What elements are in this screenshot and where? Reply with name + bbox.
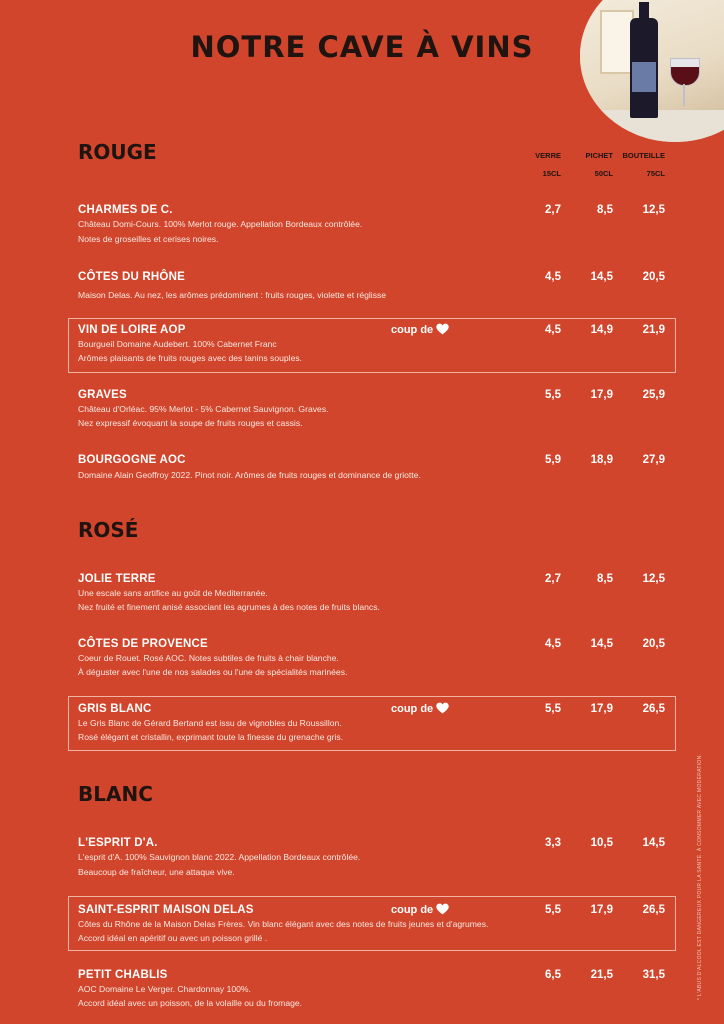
wine-name: VIN DE LOIRE AOP: [78, 324, 186, 336]
heart-icon: [436, 702, 449, 714]
price-verre: 2,7: [545, 573, 561, 585]
wine-desc: Château Domi-Cours. 100% Merlot rouge. Appellation Bordeaux contrôlée.: [78, 219, 363, 229]
col-header-verre: VERRE: [535, 151, 561, 160]
wine-desc: Maison Delas. Au nez, les arômes prédominent : fruits rouges, violette et réglisse: [78, 290, 387, 300]
wine-desc: Le Gris Blanc de Gérard Bertand est issu de vignobles du Roussillon.: [78, 718, 342, 728]
alcohol-warning: * L'ABUS D'ALCOOL EST DANGEREUX POUR LA SANTÉ. À CONSOMMER AVEC MODÉRATION.: [697, 753, 703, 1000]
wine-item: [78, 323, 678, 365]
price-bouteille: 20,5: [642, 271, 665, 283]
wine-desc: Arômes plaisants de fruits rouges avec des tanins souples.: [78, 353, 303, 363]
coup-label: coup de: [391, 904, 434, 916]
price-verre: 2,7: [545, 204, 561, 216]
coup-de-coeur-badge: [391, 323, 449, 337]
price-pichet: 21,5: [590, 969, 613, 981]
col-header-pichet: PICHET: [585, 151, 613, 160]
price-bouteille: 14,5: [642, 837, 665, 849]
section-title-rouge: ROUGE: [78, 140, 157, 164]
wine-desc: Domaine Alain Geoffroy 2022. Pinot noir. Arômes de fruits rouges et dominance de griotte.: [78, 470, 421, 480]
wine-desc: Rosé élégant et cristallin, exprimant toute la finesse du grenache gris.: [78, 732, 344, 742]
price-pichet: 17,9: [590, 703, 613, 715]
price-bouteille: 26,5: [642, 703, 665, 715]
wine-item: [78, 702, 678, 744]
wine-desc: Bourgueil Domaine Audebert. 100% Cabernet Franc: [78, 339, 277, 349]
col-header-bouteille: BOUTEILLE: [622, 151, 665, 160]
price-verre: 4,5: [545, 271, 561, 283]
coup-de-coeur-badge: [391, 702, 449, 716]
price-pichet: 17,9: [590, 389, 613, 401]
page-title: NOTRE CAVE À VINS: [190, 30, 534, 64]
price-bouteille: 31,5: [642, 969, 665, 981]
glass-stem: [683, 84, 685, 106]
wine-desc: Côtes du Rhône de la Maison Delas Frères. Vin blanc élégant avec des notes de fruits jeunes et d'agrumes.: [78, 919, 489, 929]
price-pichet: 10,5: [590, 837, 613, 849]
wine-desc: Nez fruité et finement anisé associant les agrumes à des notes de fruits blancs.: [78, 602, 380, 612]
price-verre: 5,5: [545, 389, 561, 401]
wine-item: [78, 572, 678, 614]
wine-name: BOURGOGNE AOC: [78, 454, 186, 466]
price-bouteille: 12,5: [642, 573, 665, 585]
price-bouteille: 27,9: [642, 454, 665, 466]
wine-photo: [580, 0, 724, 142]
coup-label: coup de: [391, 324, 434, 336]
price-bouteille: 26,5: [642, 904, 665, 916]
wine-name: SAINT-ESPRIT MAISON DELAS: [78, 904, 254, 916]
wine-name: CÔTES DE PROVENCE: [78, 638, 208, 650]
wine-item: [78, 270, 678, 302]
price-verre: 4,5: [545, 638, 561, 650]
section-title-rose: ROSÉ: [78, 518, 139, 542]
col-volume-pichet: 50CL: [594, 169, 613, 178]
price-verre: 5,5: [545, 703, 561, 715]
heart-icon: [436, 903, 449, 915]
price-bouteille: 12,5: [642, 204, 665, 216]
wine-desc: Nez expressif évoquant la soupe de fruits rouges et cassis.: [78, 418, 303, 428]
wine-item: [78, 453, 678, 482]
wine-desc: Une escale sans artifice au goût de Mediterranée.: [78, 588, 268, 598]
wine-desc: Château d'Orléac. 95% Merlot - 5% Cabernet Sauvignon. Graves.: [78, 404, 329, 414]
price-bouteille: 21,9: [642, 324, 665, 336]
coup-label: coup de: [391, 703, 434, 715]
wine-desc: Beaucoup de fraîcheur, une attaque vive.: [78, 867, 235, 877]
wine-desc: Accord idéal avec un poisson, de la volaille ou du fromage.: [78, 998, 303, 1008]
wine-name: GRIS BLANC: [78, 703, 152, 715]
wine-desc: Accord idéal en apéritif ou avec un poisson grillé .: [78, 933, 268, 943]
section-title-blanc: BLANC: [78, 782, 153, 806]
wine-item: [78, 637, 678, 679]
wine-name: L'ESPRIT D'A.: [78, 837, 158, 849]
col-volume-verre: 15CL: [542, 169, 561, 178]
wine-desc: Notes de groseilles et cerises noires.: [78, 234, 219, 244]
price-pichet: 8,5: [597, 573, 613, 585]
wine-item: [78, 388, 678, 430]
wine-desc: AOC Domaine Le Verger. Chardonnay 100%.: [78, 984, 251, 994]
wine-item: [78, 203, 678, 248]
wine-name: GRAVES: [78, 389, 127, 401]
price-pichet: 14,5: [590, 638, 613, 650]
wine-item: [78, 836, 678, 881]
price-verre: 5,5: [545, 904, 561, 916]
col-volume-bouteille: 75CL: [646, 169, 665, 178]
price-verre: 4,5: [545, 324, 561, 336]
price-pichet: 17,9: [590, 904, 613, 916]
price-verre: 5,9: [545, 454, 561, 466]
price-bouteille: 25,9: [642, 389, 665, 401]
heart-icon: [436, 323, 449, 335]
price-verre: 3,3: [545, 837, 561, 849]
price-pichet: 14,9: [590, 324, 613, 336]
wine-desc: Coeur de Rouet. Rosé AOC. Notes subtiles de fruits à chair blanche.: [78, 653, 339, 663]
coup-de-coeur-badge: [391, 903, 449, 917]
price-verre: 6,5: [545, 969, 561, 981]
price-pichet: 14,5: [590, 271, 613, 283]
wine-name: PETIT CHABLIS: [78, 969, 168, 981]
wine-desc: L'esprit d'A. 100% Sauvignon blanc 2022. Appellation Bordeaux contrôlée.: [78, 852, 361, 862]
price-pichet: 18,9: [590, 454, 613, 466]
wine-desc: À déguster avec l'une de nos salades ou l'une de spécialités marinées.: [78, 667, 348, 677]
wine-item: [78, 968, 678, 1010]
wine-name: JOLIE TERRE: [78, 573, 156, 585]
bottle-label: [632, 62, 656, 92]
wine-item: [78, 903, 678, 945]
price-bouteille: 20,5: [642, 638, 665, 650]
wine-name: CÔTES DU RHÔNE: [78, 271, 185, 283]
wine-name: CHARMES DE C.: [78, 204, 173, 216]
price-pichet: 8,5: [597, 204, 613, 216]
